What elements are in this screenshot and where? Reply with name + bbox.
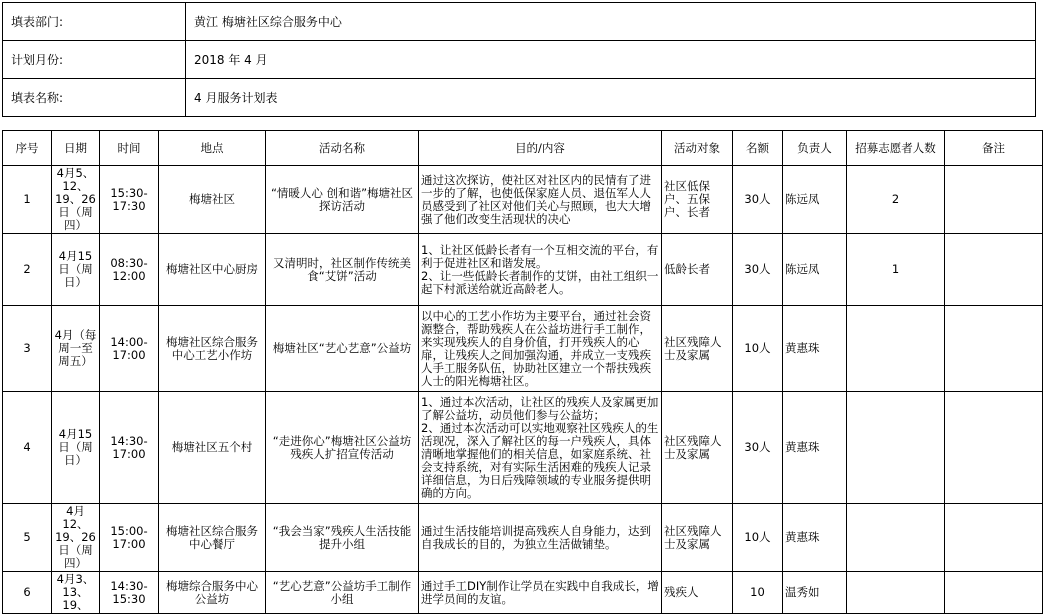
cell-purpose: 1、通过本次活动，让社区的残疾人及家属更加了解公益坊，动员他们参与公益坊； 2、通过本次活动可以实地观察社区残疾人的生活现况，深入了解社区的每一户残疾人，具体清晰地掌握他们的相关信息，如家庭系统、社会支持系统，对有实际生活困难的残疾人记录详细信息，为日后残障领域的专业服务提供明确的方向。 — [419, 392, 662, 504]
cell-activity: 又清明时，社区制作传统美食“艾饼”活动 — [266, 234, 419, 306]
cell-date: 4月15日（周日） — [52, 392, 100, 504]
cell-seq: 1 — [3, 166, 52, 234]
cell-purpose: 1、让社区低龄长者有一个互相交流的平台，有利于促进社区和谐发展。 2、让一些低龄长者制作的艾饼，由社工组织一起下村派送给就近高龄老人。 — [419, 234, 662, 306]
table-row — [3, 392, 1043, 504]
column-header: 活动名称 — [266, 131, 419, 166]
column-header: 序号 — [3, 131, 52, 166]
cell-time: 15:30-17:30 — [100, 166, 159, 234]
cell-target: 社区残障人士及家属 — [662, 306, 733, 392]
header-info-value: 2018 年 4 月 — [186, 41, 1036, 79]
cell-leader: 温秀如 — [783, 572, 847, 614]
cell-purpose: 通过手工DIY制作让学员在实践中自我成长，增进学员间的友谊。 — [419, 572, 662, 614]
table-row — [3, 166, 1043, 234]
cell-volunteers — [847, 572, 945, 614]
column-header: 备注 — [945, 131, 1043, 166]
cell-target: 社区低保户、五保户、长者 — [662, 166, 733, 234]
cell-target: 低龄长者 — [662, 234, 733, 306]
column-header: 活动对象 — [662, 131, 733, 166]
service-plan-table — [2, 130, 1043, 614]
cell-quota: 30人 — [733, 166, 783, 234]
cell-place: 梅塘社区 — [159, 166, 266, 234]
cell-purpose: 通过这次探访，使社区对社区内的民情有了进一步的了解，也使低保家庭人员、退伍军人人员感受到了社区对他们关心与照顾，也大大增强了他们改变生活现状的决心 — [419, 166, 662, 234]
cell-quota: 10人 — [733, 504, 783, 572]
column-header: 日期 — [52, 131, 100, 166]
table-row — [3, 306, 1043, 392]
table-row — [3, 504, 1043, 572]
cell-quota: 30人 — [733, 234, 783, 306]
cell-date: 4月（每周一至周五） — [52, 306, 100, 392]
cell-quota: 10 — [733, 572, 783, 614]
header-info-row — [3, 41, 1036, 79]
form-header-table — [2, 2, 1036, 117]
header-info-label: 填表名称: — [3, 79, 186, 117]
cell-remark — [945, 166, 1043, 234]
table-row — [3, 572, 1043, 614]
header-info-row — [3, 79, 1036, 117]
cell-remark — [945, 504, 1043, 572]
cell-leader: 陈远凤 — [783, 234, 847, 306]
cell-time: 08:30-12:00 — [100, 234, 159, 306]
cell-activity: “情暖人心 创和谐”梅塘社区探访活动 — [266, 166, 419, 234]
header-info-label: 填表部门: — [3, 3, 186, 41]
cell-quota: 30人 — [733, 392, 783, 504]
cell-place: 梅塘社区综合服务中心工艺小作坊 — [159, 306, 266, 392]
cell-seq: 3 — [3, 306, 52, 392]
cell-remark — [945, 234, 1043, 306]
column-header: 时间 — [100, 131, 159, 166]
table-header-row — [3, 131, 1043, 166]
cell-activity: “走进你心”梅塘社区公益坊残疾人扩招宣传活动 — [266, 392, 419, 504]
header-info-label: 计划月份: — [3, 41, 186, 79]
cell-place: 梅塘社区中心厨房 — [159, 234, 266, 306]
cell-time: 14:00-17:00 — [100, 306, 159, 392]
cell-place: 梅塘社区综合服务中心餐厅 — [159, 504, 266, 572]
cell-volunteers — [847, 504, 945, 572]
cell-activity: “我会当家”残疾人生活技能提升小组 — [266, 504, 419, 572]
cell-remark — [945, 572, 1043, 614]
table-row — [3, 234, 1043, 306]
cell-leader: 黄惠珠 — [783, 392, 847, 504]
cell-leader: 陈远凤 — [783, 166, 847, 234]
cell-date: 4月12、19、26日（周四） — [52, 504, 100, 572]
column-header: 目的/内容 — [419, 131, 662, 166]
cell-leader: 黄惠珠 — [783, 504, 847, 572]
cell-target: 社区残障人士及家属 — [662, 504, 733, 572]
column-header: 地点 — [159, 131, 266, 166]
cell-date: 4月3、13、19、 — [52, 572, 100, 614]
cell-seq: 5 — [3, 504, 52, 572]
cell-quota: 10人 — [733, 306, 783, 392]
column-header: 负责人 — [783, 131, 847, 166]
cell-target: 残疾人 — [662, 572, 733, 614]
column-header: 招募志愿者人数 — [847, 131, 945, 166]
cell-volunteers: 1 — [847, 234, 945, 306]
cell-volunteers: 2 — [847, 166, 945, 234]
header-info-value: 4 月服务计划表 — [186, 79, 1036, 117]
cell-time: 15:00-17:00 — [100, 504, 159, 572]
cell-activity: “艺心艺意”公益坊手工制作小组 — [266, 572, 419, 614]
cell-volunteers — [847, 306, 945, 392]
cell-place: 梅塘综合服务中心公益坊 — [159, 572, 266, 614]
cell-place: 梅塘社区五个村 — [159, 392, 266, 504]
header-info-value: 黄江 梅塘社区综合服务中心 — [186, 3, 1036, 41]
cell-seq: 2 — [3, 234, 52, 306]
cell-remark — [945, 392, 1043, 504]
column-header: 名额 — [733, 131, 783, 166]
cell-seq: 6 — [3, 572, 52, 614]
cell-activity: 梅塘社区“艺心艺意”公益坊 — [266, 306, 419, 392]
cell-seq: 4 — [3, 392, 52, 504]
cell-purpose: 以中心的工艺小作坊为主要平台，通过社会资源整合，帮助残疾人在公益坊进行手工制作，来实现残疾人的自身价值，打开残疾人的心扉，让残疾人之间加强沟通，并成立一支残疾人手工服务队伍，协助社区建立一个帮扶残疾人士的阳光梅塘社区。 — [419, 306, 662, 392]
cell-date: 4月15日（周日） — [52, 234, 100, 306]
cell-purpose: 通过生活技能培训提高残疾人自身能力，达到自我成长的目的，为独立生活做铺垫。 — [419, 504, 662, 572]
cell-date: 4月5、12、19、26日（周四） — [52, 166, 100, 234]
cell-target: 社区残障人士及家属 — [662, 392, 733, 504]
cell-remark — [945, 306, 1043, 392]
header-info-row — [3, 3, 1036, 41]
cell-time: 14:30-17:00 — [100, 392, 159, 504]
cell-leader: 黄惠珠 — [783, 306, 847, 392]
cell-volunteers — [847, 392, 945, 504]
cell-time: 14:30-15:30 — [100, 572, 159, 614]
